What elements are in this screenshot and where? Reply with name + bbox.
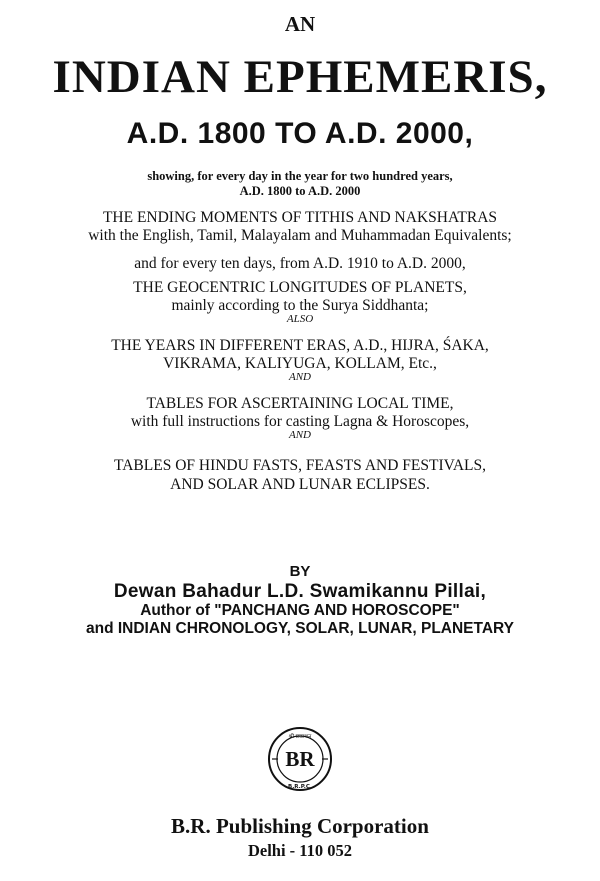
other-work: and INDIAN CHRONOLOGY, SOLAR, LUNAR, PLANETARY bbox=[86, 620, 514, 637]
contents-line: TABLES FOR ASCERTAINING LOCAL TIME, bbox=[146, 395, 454, 412]
contents-line: mainly according to the Surya Siddhanta; bbox=[171, 297, 429, 314]
seal-monogram: BR bbox=[285, 747, 315, 771]
contents-line: THE GEOCENTRIC LONGITUDES OF PLANETS, bbox=[133, 279, 467, 296]
contents-line: with full instructions for casting Lagna & Horoscopes, bbox=[130, 413, 470, 430]
contents-line: and for every ten days, from A.D. 1910 to A.D. 2000, bbox=[134, 255, 466, 272]
seal-top-text: श्री प्रकाशन bbox=[288, 734, 312, 740]
showing-line: showing, for every day in the year for two hundred years, bbox=[147, 169, 453, 183]
contents-line: with the English, Tamil, Malayalam and Muhammadan Equivalents; bbox=[88, 227, 512, 244]
connector-word: AND bbox=[289, 429, 311, 441]
showing-range: A.D. 1800 to A.D. 2000 bbox=[239, 184, 361, 198]
author-name: Dewan Bahadur L.D. Swamikannu Pillai, bbox=[113, 581, 487, 602]
pre-title: AN bbox=[284, 12, 316, 36]
publisher-name: B.R. Publishing Corporation bbox=[171, 814, 429, 838]
connector-word: AND bbox=[289, 371, 311, 383]
publisher-seal-icon bbox=[266, 725, 334, 793]
contents-line: AND SOLAR AND LUNAR ECLIPSES. bbox=[170, 476, 430, 493]
contents-line: TABLES OF HINDU FASTS, FEASTS AND FESTIVALS, bbox=[114, 457, 486, 474]
publisher-city: Delhi - 110 052 bbox=[247, 841, 353, 860]
seal-bottom-text: B.R.P.C. bbox=[288, 784, 312, 790]
connector-word: ALSO bbox=[286, 313, 314, 325]
date-range: A.D. 1800 TO A.D. 2000, bbox=[126, 117, 474, 150]
author-of: Author of "PANCHANG AND HOROSCOPE" bbox=[140, 602, 460, 619]
contents-line: THE ENDING MOMENTS OF TITHIS AND NAKSHATRAS bbox=[102, 209, 498, 226]
contents-line: THE YEARS IN DIFFERENT ERAS, A.D., HIJRA, ŚAKA, bbox=[111, 337, 489, 354]
contents-line: VIKRAMA, KALIYUGA, KOLLAM, Etc., bbox=[163, 355, 437, 372]
book-title: INDIAN EPHEMERIS, bbox=[52, 51, 548, 103]
by-label: BY bbox=[289, 563, 311, 580]
